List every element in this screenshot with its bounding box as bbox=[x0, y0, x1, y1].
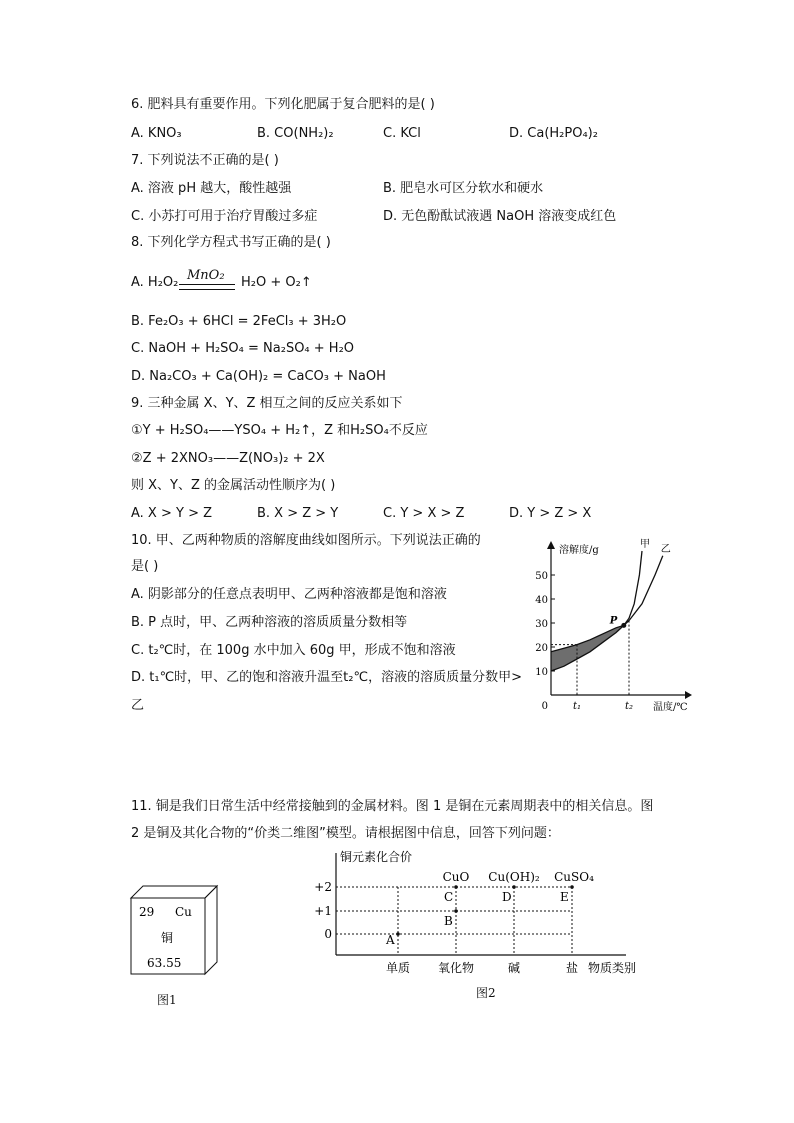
y-tick-label: 10 bbox=[535, 667, 548, 678]
q10-option-c: C. t₂℃时，在 100g 水中加入 60g 甲，形成不饱和溶液 bbox=[131, 643, 456, 658]
y-tick-label: +1 bbox=[314, 904, 332, 918]
origin-label: 0 bbox=[541, 701, 548, 712]
q8-a-equals-sign bbox=[179, 284, 235, 290]
solubility-chart bbox=[527, 535, 697, 715]
q6-option-d: D. Ca(H₂PO₄)₂ bbox=[509, 126, 598, 141]
compound-label: CuSO₄ bbox=[554, 870, 594, 884]
point-label: D bbox=[502, 890, 512, 904]
q9-stem: 9. 三种金属 X、Y、Z 相互之间的反应关系如下 bbox=[131, 396, 403, 411]
point-p-label: P bbox=[609, 615, 618, 627]
q9-reaction-1: ①Y + H₂SO₄——YSO₄ + H₂↑，Z 和H₂SO₄不反应 bbox=[131, 423, 428, 438]
series-yi-label: 乙 bbox=[660, 543, 671, 555]
y-tick-label: 20 bbox=[535, 643, 548, 654]
figure-1-caption: 图1 bbox=[157, 993, 177, 1007]
q6-option-c: C. KCl bbox=[383, 126, 421, 141]
series-jia-label: 甲 bbox=[640, 539, 650, 550]
q9-option-c: C. Y > X > Z bbox=[383, 506, 465, 521]
category-label: 单质 bbox=[385, 961, 411, 975]
cube-top-face bbox=[131, 886, 217, 898]
q10-option-d-cont: 乙 bbox=[131, 698, 145, 713]
q7-option-a: A. 溶液 pH 越大，酸性越强 bbox=[131, 181, 292, 196]
q7-option-b: B. 肥皂水可区分软水和硬水 bbox=[383, 181, 544, 196]
q9-option-b: B. X > Z > Y bbox=[257, 506, 339, 521]
figure-2-caption: 图2 bbox=[476, 986, 496, 1000]
q8-option-d: D. Na₂CO₃ + Ca(OH)₂ = CaCO₃ + NaOH bbox=[131, 369, 386, 384]
x-axis-label: 温度/℃ bbox=[653, 702, 688, 713]
point-e bbox=[570, 885, 574, 889]
q10-option-d: D. t₁℃时，甲、乙的饱和溶液升温至t₂℃，溶液的溶质质量分数甲> bbox=[131, 670, 522, 685]
x-tick-label: t₂ bbox=[624, 701, 634, 712]
point-label: E bbox=[560, 890, 569, 904]
q11-line-1: 11. 铜是我们日常生活中经常接触到的金属材料。图 1 是铜在元素周期表中的相关信息。图 bbox=[131, 799, 654, 814]
q10-stem-1: 10. 甲、乙两种物质的溶解度曲线如图所示。下列说法正确的 bbox=[131, 533, 481, 548]
y-axis-arrow bbox=[547, 541, 555, 549]
element-symbol: Cu bbox=[175, 905, 192, 919]
y-tick-label: +2 bbox=[314, 880, 332, 894]
point-label: B bbox=[444, 914, 453, 928]
q8-option-a bbox=[131, 268, 471, 298]
compound-label: Cu(OH)₂ bbox=[488, 870, 540, 884]
q10-option-b: B. P 点时，甲、乙两种溶液的溶质质量分数相等 bbox=[131, 615, 408, 630]
cube-side-face bbox=[205, 886, 217, 974]
point-d bbox=[512, 885, 516, 889]
category-label: 盐 bbox=[565, 961, 579, 975]
q8-a-reactant: A. H₂O₂ bbox=[131, 275, 179, 290]
point-b bbox=[454, 909, 458, 913]
q7-option-c: C. 小苏打可用于治疗胃酸过多症 bbox=[131, 209, 318, 224]
q9-reaction-2: ②Z + 2XNO₃——Z(NO₃)₂ + 2X bbox=[131, 451, 325, 466]
y-axis-label: 溶解度/g bbox=[559, 545, 599, 556]
q8-a-products: H₂O + O₂↑ bbox=[241, 275, 312, 290]
q6-option-b: B. CO(NH₂)₂ bbox=[257, 126, 334, 141]
x-axis-arrow bbox=[685, 691, 692, 699]
point-a bbox=[396, 932, 400, 936]
x-tick-label: t₁ bbox=[572, 701, 582, 712]
atomic-number: 29 bbox=[139, 905, 155, 919]
q7-stem: 7. 下列说法不正确的是( ) bbox=[131, 153, 279, 168]
point-label: A bbox=[386, 933, 395, 947]
q9-option-d: D. Y > Z > X bbox=[509, 506, 592, 521]
element-name: 铜 bbox=[161, 931, 174, 945]
q7-option-d: D. 无色酚酞试液遇 NaOH 溶液变成红色 bbox=[383, 209, 617, 224]
y-tick-label: 0 bbox=[324, 927, 332, 941]
q9-option-a: A. X > Y > Z bbox=[131, 506, 212, 521]
q8-stem: 8. 下列化学方程式书写正确的是( ) bbox=[131, 235, 331, 250]
atomic-mass: 63.55 bbox=[147, 956, 182, 970]
q8-option-b: B. Fe₂O₃ + 6HCl = 2FeCl₃ + 3H₂O bbox=[131, 314, 347, 329]
q8-a-catalyst: MnO₂ bbox=[187, 268, 225, 283]
y-tick-label: 40 bbox=[535, 595, 548, 606]
point-p bbox=[621, 623, 626, 628]
valence-class-chart bbox=[306, 845, 656, 995]
q10-option-a: A. 阴影部分的任意点表明甲、乙两种溶液都是饱和溶液 bbox=[131, 587, 447, 602]
compound-label: CuO bbox=[442, 870, 470, 884]
q11-line-2: 2 是铜及其化合物的“价类二维图”模型。请根据图中信息，回答下列问题： bbox=[131, 826, 560, 841]
y-tick-label: 30 bbox=[535, 619, 548, 630]
q6-stem: 6. 肥料具有重要作用。下列化肥属于复合肥料的是( ) bbox=[131, 97, 435, 112]
q8-option-c: C. NaOH + H₂SO₄ = Na₂SO₄ + H₂O bbox=[131, 341, 355, 356]
element-cell-figure bbox=[125, 880, 225, 980]
q10-stem-2: 是( ) bbox=[131, 559, 159, 574]
category-label: 氧化物 bbox=[437, 961, 475, 975]
q9-question: 则 X、Y、Z 的金属活动性顺序为( ) bbox=[131, 478, 336, 493]
q6-option-a: A. KNO₃ bbox=[131, 126, 182, 141]
point-c bbox=[454, 885, 458, 889]
x-axis-label: 物质类别 bbox=[588, 961, 637, 975]
point-label: C bbox=[444, 890, 454, 904]
y-axis-label: 铜元素化合价 bbox=[340, 850, 413, 864]
y-tick-label: 50 bbox=[535, 571, 548, 582]
category-label: 碱 bbox=[507, 961, 521, 975]
